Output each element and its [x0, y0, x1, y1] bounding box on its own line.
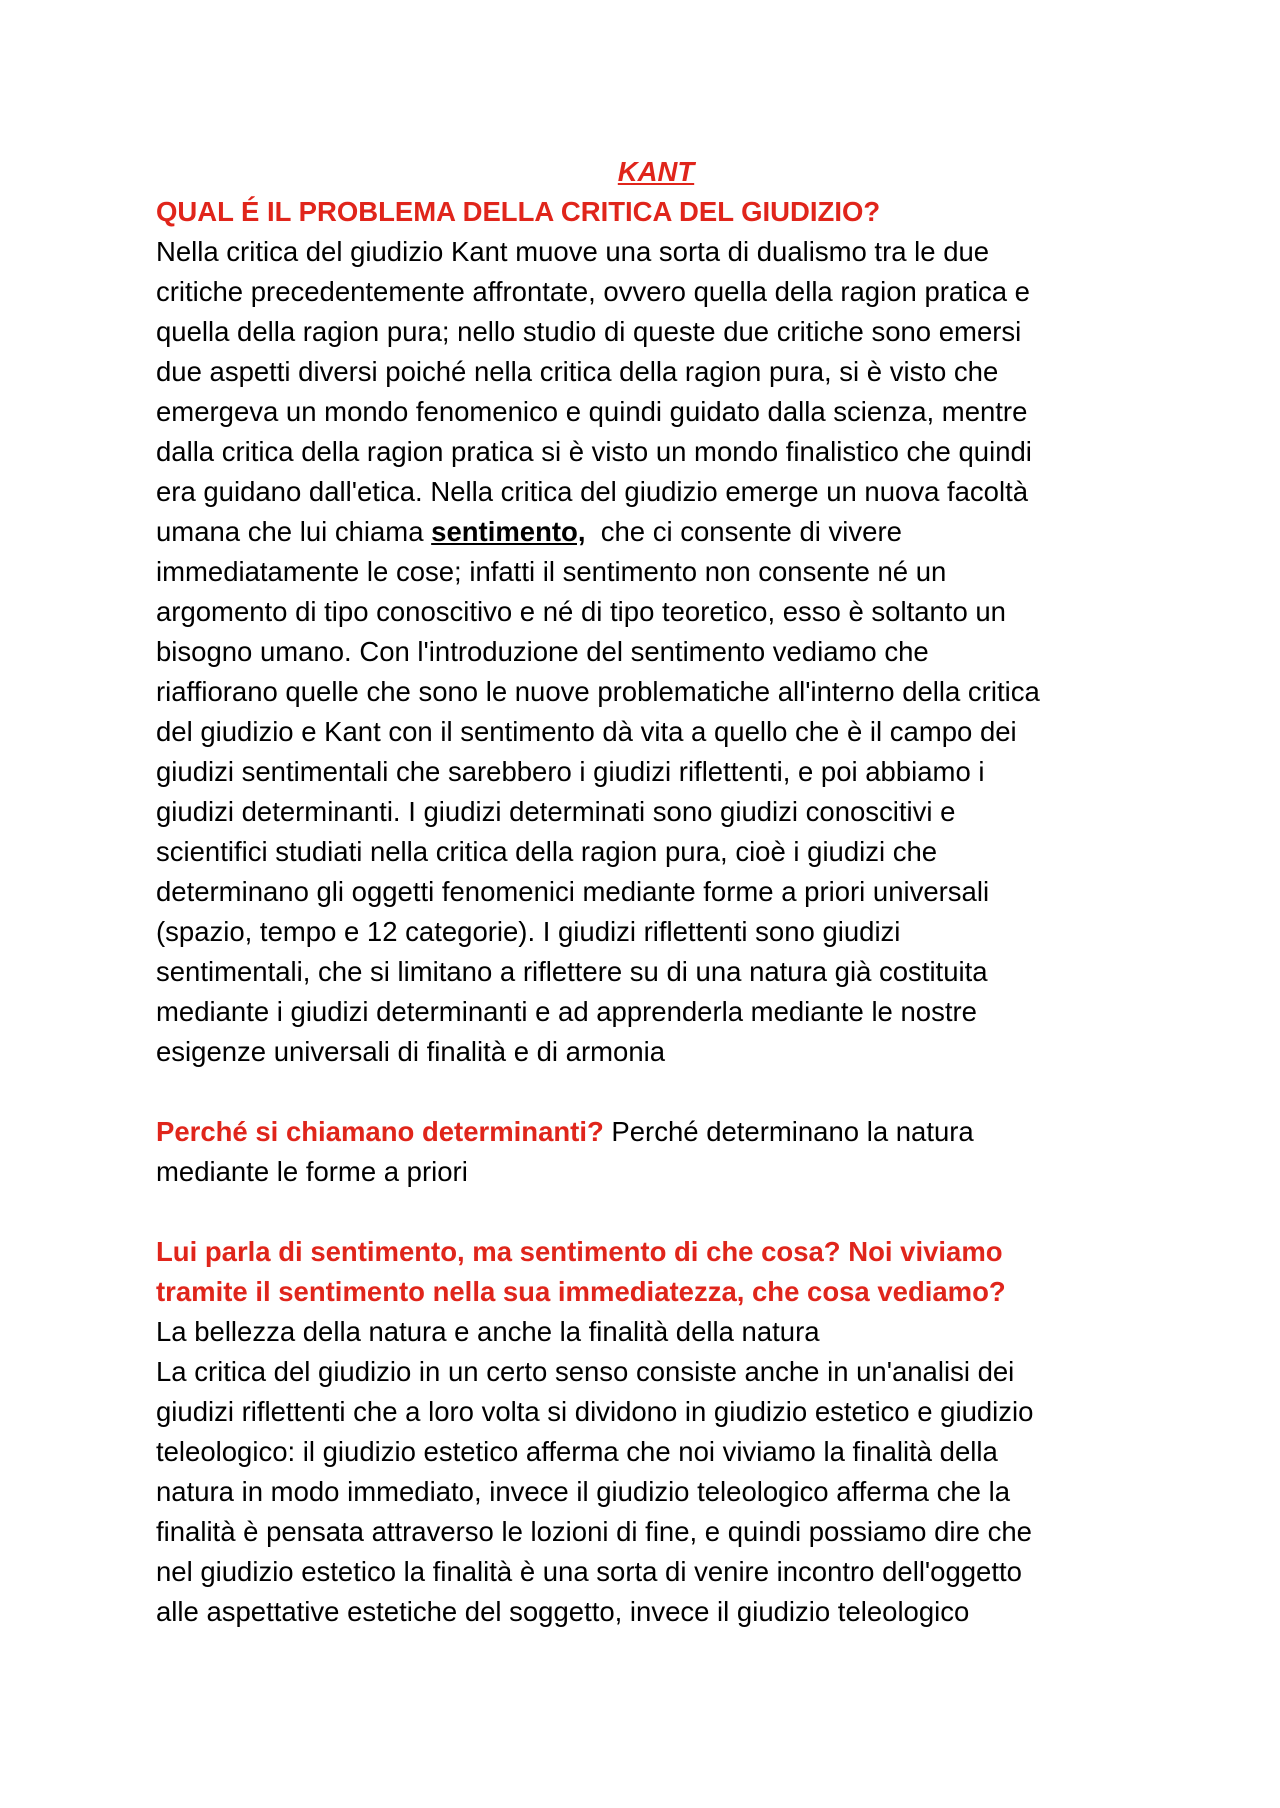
text-line: riaffiorano quelle che sono le nuove problematiche all'interno della critica	[156, 676, 1040, 707]
text-line: emergeva un mondo fenomenico e quindi guidato dalla scienza, mentre	[156, 396, 1028, 427]
text-line: determinano gli oggetti fenomenici mediante forme a priori universali	[156, 876, 990, 907]
text-line: giudizi determinanti. I giudizi determinati sono giudizi conoscitivi e	[156, 796, 956, 827]
text-line: esigenze universali di finalità e di armonia	[156, 1036, 666, 1067]
key-term-sentimento: sentimento,	[431, 516, 586, 547]
question-sentimento	[156, 1232, 1156, 1632]
question-text: Perché si chiamano determinanti?	[156, 1116, 604, 1147]
text-line: giudizi sentimentali che sarebbero i giudizi riflettenti, e poi abbiamo i	[156, 756, 985, 787]
text-line: sentimentali, che si limitano a riflettere su di una natura già costituita	[156, 956, 988, 987]
question-determinanti	[156, 1112, 1156, 1192]
paragraph-gap	[156, 1072, 1156, 1112]
text-line	[156, 1112, 1156, 1152]
text-line: argomento di tipo conoscitivo e né di tipo teoretico, esso è soltanto un	[156, 596, 1006, 627]
text-line: La critica del giudizio in un certo senso consiste anche in un'analisi dei	[156, 1356, 1015, 1387]
text-line: Nella critica del giudizio Kant muove una sorta di dualismo tra le due	[156, 236, 990, 267]
text-line: critiche precedentemente affrontate, ovvero quella della ragion pratica e	[156, 276, 1030, 307]
text-line: immediatamente le cose; infatti il sentimento non consente né un	[156, 556, 947, 587]
text-line: giudizi riflettenti che a loro volta si dividono in giudizio estetico e giudizio	[156, 1396, 1034, 1427]
text-line: del giudizio e Kant con il sentimento dà vita a quello che è il campo dei	[156, 716, 1017, 747]
text-line: mediante le forme a priori	[156, 1156, 468, 1187]
section-heading: QUAL É IL PROBLEMA DELLA CRITICA DEL GIUDIZIO?	[156, 196, 881, 227]
text-line: natura in modo immediato, invece il giudizio teleologico afferma che la	[156, 1476, 1010, 1507]
text-line: alle aspettative estetiche del soggetto, invece il giudizio teleologico	[156, 1596, 970, 1627]
text-line: nel giudizio estetico la finalità è una sorta di venire incontro dell'oggetto	[156, 1556, 1022, 1587]
text-line: teleologico: il giudizio estetico afferma che noi viviamo la finalità della	[156, 1436, 998, 1467]
question-text: tramite il sentimento nella sua immediatezza, che cosa vediamo?	[156, 1276, 1006, 1307]
text-line: finalità è pensata attraverso le lozioni di fine, e quindi possiamo dire che	[156, 1516, 1032, 1547]
text-line: La bellezza della natura e anche la finalità della natura	[156, 1316, 820, 1347]
text-line: scientifici studiati nella critica della ragion pura, cioè i giudizi che	[156, 836, 938, 867]
document-title: KANT	[617, 156, 695, 187]
text-line: mediante i giudizi determinanti e ad apprenderla mediante le nostre	[156, 996, 977, 1027]
paragraph-critica-giudizio	[156, 232, 1156, 1072]
text-line	[156, 512, 1156, 552]
document-body	[156, 152, 1156, 1632]
text-line: dalla critica della ragion pratica si è visto un mondo finalistico che quindi	[156, 436, 1032, 467]
text-line: era guidano dall'etica. Nella critica del giudizio emerge un nuova facoltà	[156, 476, 1029, 507]
paragraph-gap	[156, 1192, 1156, 1232]
text-line: quella della ragion pura; nello studio di queste due critiche sono emersi	[156, 316, 1022, 347]
answer-text: Perché determinano la natura	[603, 1116, 974, 1147]
text-run: che ci consente di vivere	[585, 516, 902, 547]
text-line: bisogno umano. Con l'introduzione del sentimento vediamo che	[156, 636, 929, 667]
question-text: Lui parla di sentimento, ma sentimento di che cosa? Noi viviamo	[156, 1236, 1003, 1267]
text-run: umana che lui chiama	[156, 516, 432, 547]
text-line: due aspetti diversi poiché nella critica della ragion pura, si è visto che	[156, 356, 999, 387]
text-line: (spazio, tempo e 12 categorie). I giudizi riflettenti sono giudizi	[156, 916, 901, 947]
